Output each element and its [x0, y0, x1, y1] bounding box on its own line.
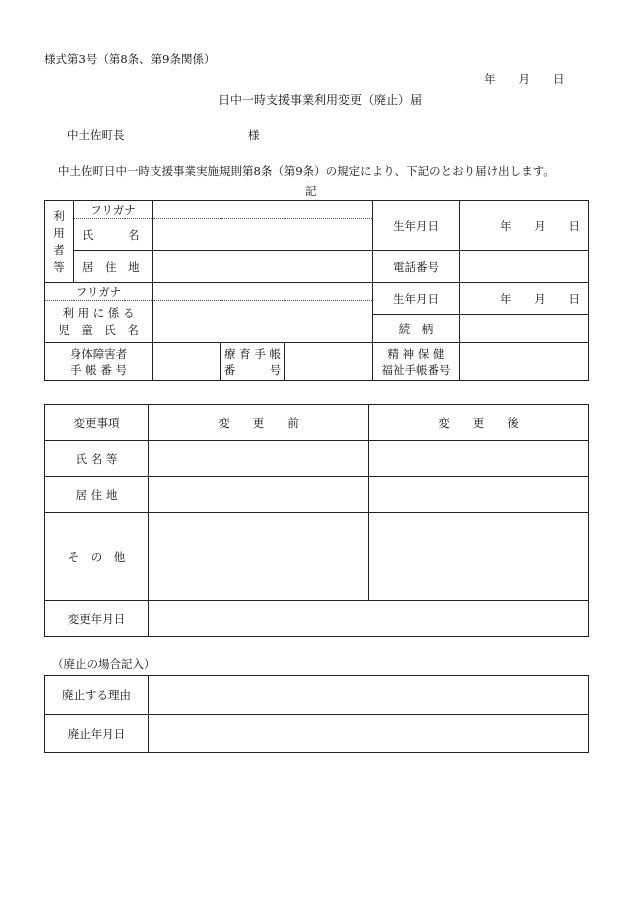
ryoiku-handbook-field[interactable]	[285, 343, 373, 381]
applicant-phone-field[interactable]	[460, 251, 589, 283]
form-number: 様式第3号（第8条、第9条関係）	[44, 52, 216, 66]
applicant-name-label: 氏 名	[74, 219, 153, 251]
abolition-note: （廃止の場合記入）	[52, 657, 156, 671]
mental-handbook-label: 精 神 保 健 福祉手帳番号	[373, 343, 460, 381]
abolition-date-label: 廃止年月日	[45, 715, 149, 753]
applicant-furigana-field[interactable]	[153, 201, 373, 219]
change-row-name-after[interactable]	[369, 441, 589, 477]
child-name-field[interactable]	[153, 301, 373, 343]
change-row-other-before[interactable]	[149, 513, 369, 601]
intro-text: 中土佐町日中一時支援事業実施規則第8条（第9条）の規定により、下記のとおり届け出します。	[58, 164, 555, 178]
form-title: 日中一時支援事業利用変更（廃止）届	[218, 93, 423, 107]
mental-handbook-field[interactable]	[460, 343, 589, 381]
child-relation-label: 続 柄	[373, 315, 460, 343]
abolition-reason-label: 廃止する理由	[45, 676, 149, 715]
change-date-field[interactable]	[149, 601, 589, 637]
applicant-address-label: 居 住 地	[74, 251, 153, 283]
physical-handbook-field[interactable]	[153, 343, 221, 381]
applicant-furigana-label: フリガナ	[74, 201, 153, 219]
submission-date: 年 月 日	[484, 72, 565, 86]
change-before-header: 変 更 前	[149, 405, 369, 441]
change-item-header: 変更事項	[45, 405, 149, 441]
ki-label: 記	[305, 184, 317, 198]
applicant-birthdate-field[interactable]: 年 月 日	[460, 201, 589, 251]
applicant-birthdate-label: 生年月日	[373, 201, 460, 251]
change-date-label: 変更年月日	[45, 601, 149, 637]
change-row-address-label: 居 住 地	[45, 477, 149, 513]
child-furigana-label: フリガナ	[45, 283, 153, 301]
change-row-name-label: 氏 名 等	[45, 441, 149, 477]
child-name-label: 利 用 に 係 る 児 童 氏 名	[45, 301, 153, 343]
applicant-name-field[interactable]	[153, 219, 373, 251]
honorific: 様	[248, 128, 260, 142]
abolition-date-field[interactable]	[149, 715, 589, 753]
child-furigana-field[interactable]	[153, 283, 373, 301]
change-row-name-before[interactable]	[149, 441, 369, 477]
child-birthdate-label: 生年月日	[373, 283, 460, 315]
ryoiku-handbook-label: 療 育 手 帳 番 号	[221, 343, 285, 381]
applicant-phone-label: 電話番号	[373, 251, 460, 283]
abolition-reason-field[interactable]	[149, 676, 589, 715]
changes-table	[44, 404, 589, 637]
child-birthdate-field[interactable]: 年 月 日	[460, 283, 589, 315]
change-row-address-before[interactable]	[149, 477, 369, 513]
applicant-section-label: 利 用 者 等	[45, 201, 74, 283]
change-after-header: 変 更 後	[369, 405, 589, 441]
applicant-table	[44, 200, 589, 381]
child-relation-field[interactable]	[460, 315, 589, 343]
change-row-other-after[interactable]	[369, 513, 589, 601]
applicant-address-field[interactable]	[153, 251, 373, 283]
change-row-other-label: そ の 他	[45, 513, 149, 601]
abolition-table	[44, 675, 589, 753]
addressee: 中土佐町長	[67, 128, 125, 142]
physical-handbook-label: 身体障害者 手 帳 番 号	[45, 343, 153, 381]
change-row-address-after[interactable]	[369, 477, 589, 513]
